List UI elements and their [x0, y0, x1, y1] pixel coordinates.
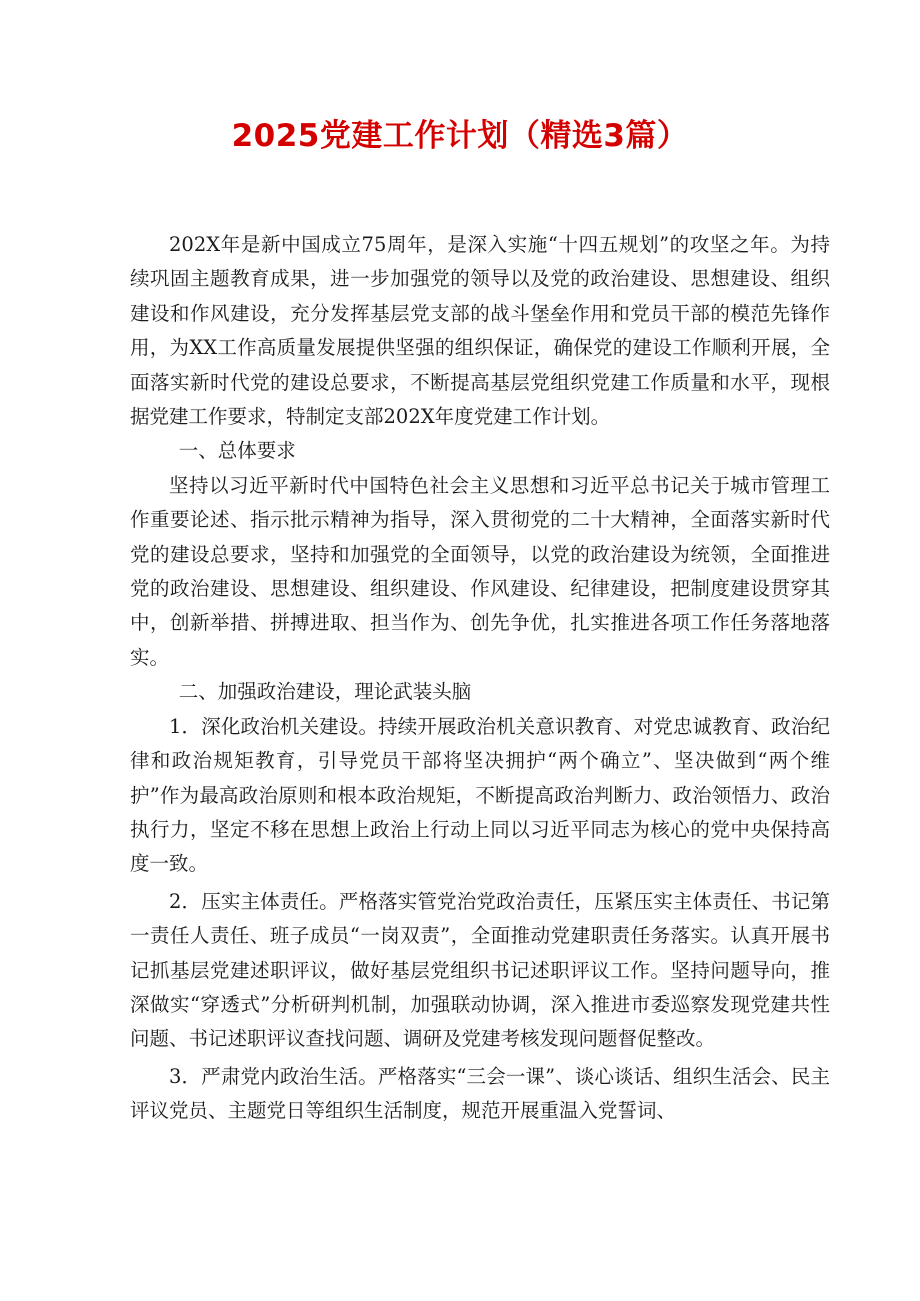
item-2-paragraph: 2．压实主体责任。严格落实管党治党政治责任，压紧压实主体责任、书记第一责任人责任、班子成员“一岗双责”，全面推动党建职责任务落实。认真开展书记抓基层党建述职评议，做好基层党组织书记述职评议工作。坚持问题导向，推深做实“穿透式”分析研判机制，加强联动协调，深入推进市委巡察发现党建共性问题、书记述职评议查找问题、调研及党建考核发现问题督促整改。	[130, 889, 830, 1051]
item-1-paragraph: 1．深化政治机关建设。持续开展政治机关意识教育、对党忠诚教育、政治纪律和政治规矩教育，引导党员干部将坚决拥护“两个确立”、坚决做到“两个维护”作为最高政治原则和根本政治规矩，不断提高政治判断力、政治领悟力、政治执行力，坚定不移在思想上政治上行动上同以习近平同志为核心的党中央保持高度一致。	[130, 714, 830, 876]
general-requirements-paragraph: 坚持以习近平新时代中国特色社会主义思想和习近平总书记关于城市管理工作重要论述、指示批示精神为指导，深入贯彻党的二十大精神，全面落实新时代党的建设总要求，坚持和加强党的全面领导，以党的政治建设为统领，全面推进党的政治建设、思想建设、组织建设、作风建设、纪律建设，把制度建设贯穿其中，创新举措、拼搏进取、担当作为、创先争优，扎实推进各项工作任务落地落实。	[130, 473, 830, 669]
item-3-paragraph: 3．严肃党内政治生活。严格落实“三会一课”、谈心谈话、组织生活会、民主评议党员、主题党日等组织生活制度，规范开展重温入党誓词、	[130, 1064, 830, 1123]
document-body	[130, 228, 830, 1129]
document-title: 2025党建工作计划（精选3篇）	[231, 118, 689, 154]
section-heading-general-requirements: 一、总体要求	[178, 439, 296, 463]
section-heading-political-construction: 二、加强政治建设，理论武装头脑	[178, 680, 472, 704]
intro-paragraph: 202X年是新中国成立75周年，是深入实施“十四五规划”的攻坚之年。为持续巩固主题教育成果，进一步加强党的领导以及党的政治建设、思想建设、组织建设和作风建设，充分发挥基层党支部的战斗堡垒作用和党员干部的模范先锋作用，为XX工作高质量发展提供坚强的组织保证，确保党的建设工作顺利开展，全面落实新时代党的建设总要求，不断提高基层党组织党建工作质量和水平，现根据党建工作要求，特制定支部202X年度党建工作计划。	[130, 233, 830, 429]
